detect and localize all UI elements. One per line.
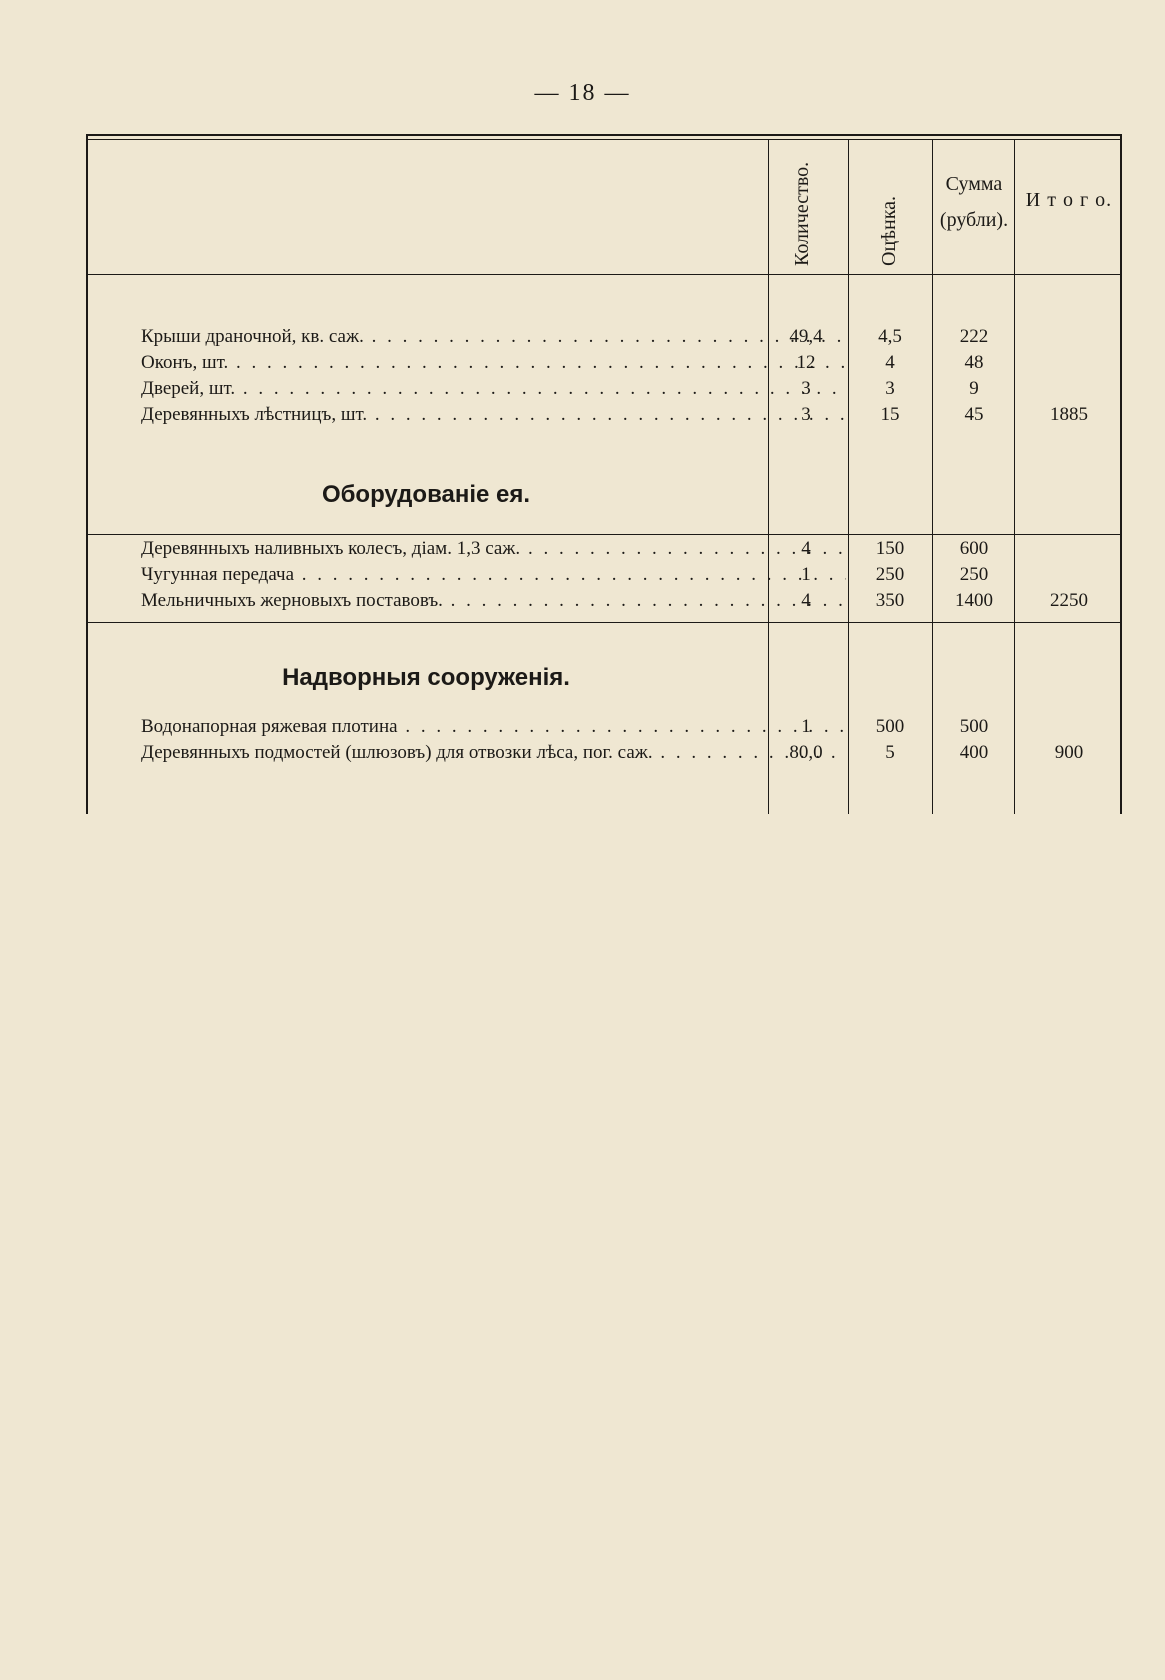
row-qty: 1 xyxy=(801,716,811,737)
group-total: 1885 xyxy=(1050,404,1088,425)
row-qty: 80,0 xyxy=(789,742,823,763)
page-number: — 18 — xyxy=(534,80,631,106)
row-qty: 3 xyxy=(801,404,811,425)
section-rule-equipment xyxy=(86,534,1122,535)
row-est: 5 xyxy=(885,742,895,763)
group-total: 2250 xyxy=(1050,590,1088,611)
section-title-outbuildings: Надворныя сооруженія. xyxy=(282,664,570,691)
row-name: Мельничныхъ жерновыхъ поставовъ. . . . xyxy=(141,590,846,612)
table-left-border xyxy=(86,134,88,814)
table-right-border xyxy=(1120,134,1122,814)
group-total: 900 xyxy=(1054,742,1084,763)
section-rule-outbuildings xyxy=(86,622,1122,623)
row-sum: 600 xyxy=(959,538,989,559)
header-estimate: Оцѣнка. xyxy=(878,196,900,266)
row-sum: 222 xyxy=(959,326,989,347)
header-total: И т о г о. xyxy=(1025,189,1113,211)
row-est: 4 xyxy=(885,352,895,373)
row-name: Деревянныхъ подмостей (шлюзовъ) для отвозки лѣса, пог. саж. . . . xyxy=(141,742,846,764)
estimate-table xyxy=(86,134,1122,814)
row-est: 4,5 xyxy=(878,326,902,347)
row-sum: 500 xyxy=(959,716,989,737)
row-name: Чугунная передача . . . xyxy=(141,564,846,586)
header-rule xyxy=(86,274,1122,275)
table-row xyxy=(86,538,1122,564)
row-est: 350 xyxy=(875,590,905,611)
header-quantity: Количество. xyxy=(791,161,813,266)
row-qty: 3 xyxy=(801,378,811,399)
table-row xyxy=(86,716,1122,742)
row-qty: 4 xyxy=(801,538,811,559)
section-title-equipment: Оборудованіе ея. xyxy=(321,481,531,508)
row-est: 500 xyxy=(875,716,905,737)
table-top-rule xyxy=(86,134,1122,136)
row-sum: 400 xyxy=(959,742,989,763)
table-row xyxy=(86,742,1122,768)
table-row xyxy=(86,564,1122,590)
row-sum: 250 xyxy=(959,564,989,585)
row-est: 250 xyxy=(875,564,905,585)
col-sep-est xyxy=(848,140,849,814)
table-top-rule-inner xyxy=(86,139,1122,140)
row-qty: 1 xyxy=(801,564,811,585)
row-sum: 48 xyxy=(964,352,984,373)
row-name: Деревянныхъ наливныхъ колесъ, діам. 1,3 саж. . . . xyxy=(141,538,846,560)
row-name: Деревянныхъ лѣстницъ, шт. . . . xyxy=(141,404,846,426)
table-row xyxy=(86,352,1122,378)
row-name: Крыши драночной, кв. саж. . . . xyxy=(141,326,846,348)
col-sep-total xyxy=(1014,140,1015,814)
col-sep-sum xyxy=(932,140,933,814)
row-qty: 12 xyxy=(796,352,816,373)
row-name: Водонапорная ряжевая плотина . . . xyxy=(141,716,846,738)
table-row xyxy=(86,326,1122,352)
row-sum: 45 xyxy=(964,404,984,425)
table-row xyxy=(86,378,1122,404)
row-name: Дверей, шт. . . . xyxy=(141,378,846,400)
row-qty: 49,4 xyxy=(789,326,823,347)
col-sep-qty xyxy=(768,140,769,814)
row-sum: 1400 xyxy=(955,590,993,611)
row-qty: 4 xyxy=(801,590,811,611)
table-row xyxy=(86,590,1122,616)
header-sum: Сумма (рубли). xyxy=(939,173,1009,231)
row-est: 15 xyxy=(880,404,900,425)
row-est: 3 xyxy=(885,378,895,399)
row-est: 150 xyxy=(875,538,905,559)
table-row xyxy=(86,404,1122,430)
row-name: Оконъ, шт. . . . xyxy=(141,352,846,374)
row-sum: 9 xyxy=(969,378,979,399)
